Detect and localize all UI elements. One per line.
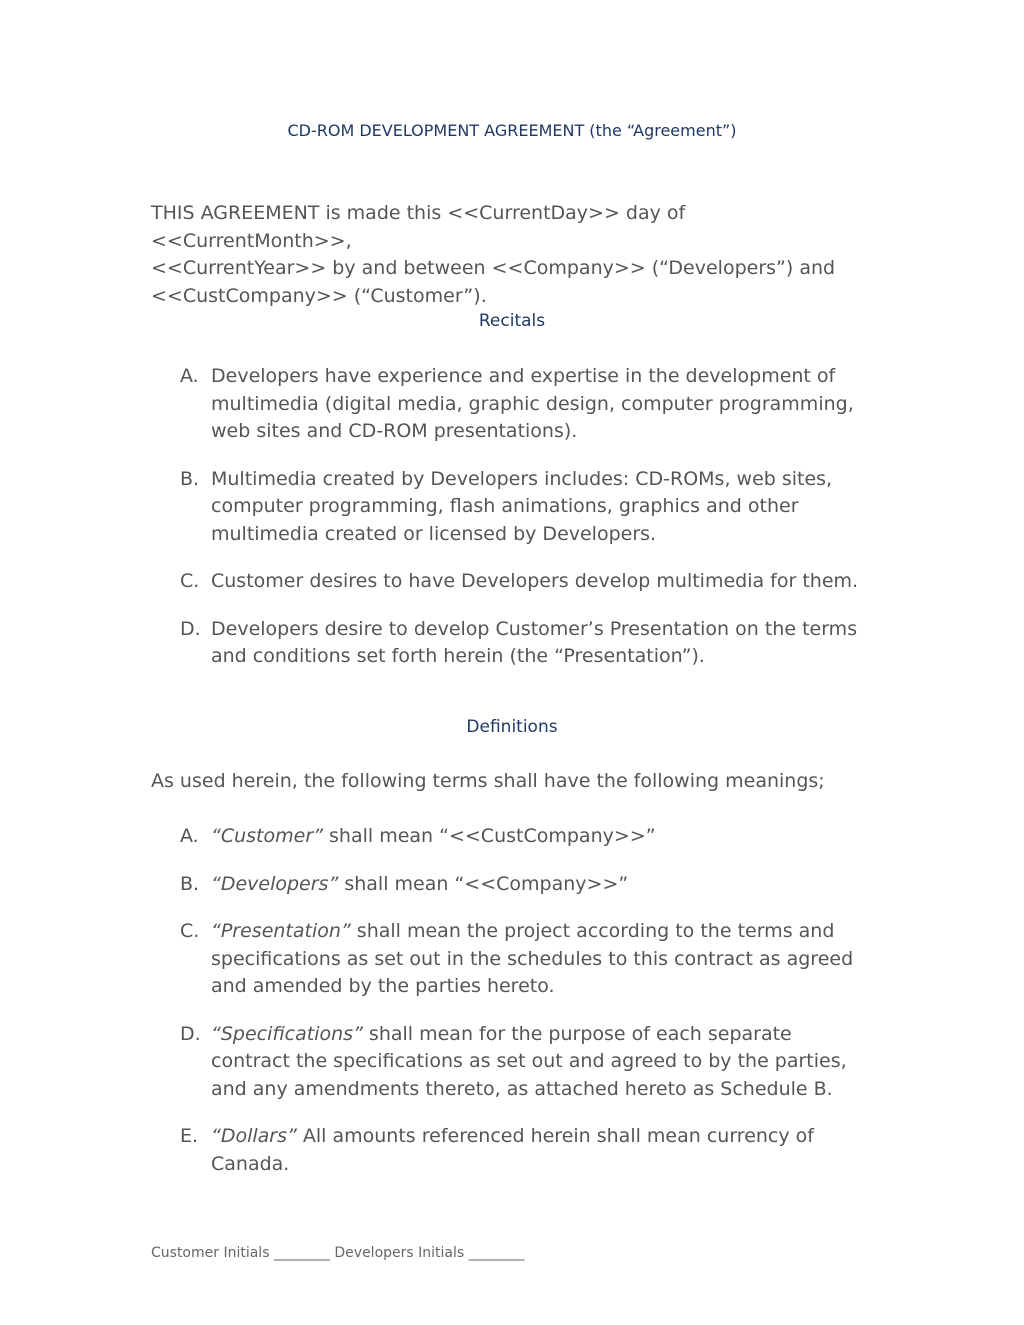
recital-text: Customer desires to have Developers develop multimedia for them. <box>211 570 859 592</box>
recitals-heading: Recitals <box>478 311 546 331</box>
recital-text: Multimedia created by Developers includes: CD-ROMs, web sites, computer programming, flash animations, graphics and other multimedia created or licensed by Developers. <box>211 467 833 545</box>
recital-marker: D. <box>180 617 201 640</box>
definitions-intro: As used herein, the following terms shall have the following meanings; <box>151 770 825 792</box>
definition-text: shall mean “<<Company>>” <box>338 872 629 895</box>
definition-item <box>151 823 871 851</box>
definition-text: shall mean the project according to the terms and specifications as set out in the schedules to this contract as agreed and amended by the parties hereto. <box>211 920 854 997</box>
definitions-list <box>151 823 871 1198</box>
document-title: CD-ROM DEVELOPMENT AGREEMENT (the “Agreement”) <box>287 121 737 140</box>
initials-footer: Customer Initials ________ Developers Initials ________ <box>151 1245 525 1261</box>
definition-text: shall mean for the purpose of each separate contract the specifications as set out and agreed to by the parties, and any amendments thereto, as attached hereto as Schedule B. <box>211 1022 847 1100</box>
definition-term: “Customer” <box>211 825 323 847</box>
recital-marker: B. <box>180 467 200 490</box>
intro-line-3: <<CustCompany>> (“Customer”). <box>151 284 487 307</box>
definition-item <box>151 918 871 1001</box>
definition-text: shall mean “<<CustCompany>>” <box>322 825 656 847</box>
intro-paragraph <box>151 200 871 310</box>
recital-item <box>151 616 871 671</box>
recital-item <box>151 466 871 549</box>
definitions-heading: Definitions <box>466 717 558 737</box>
recitals-list <box>151 363 871 691</box>
intro-line-2: <<CurrentYear>> by and between <<Company>> (“Developers”) and <box>151 257 836 279</box>
definition-marker: A. <box>180 825 199 847</box>
definition-marker: D. <box>180 1022 201 1045</box>
definition-marker: B. <box>180 872 200 895</box>
recital-marker: C. <box>180 570 200 592</box>
definition-term: “Dollars” <box>211 1125 297 1147</box>
definition-item <box>151 871 871 899</box>
definition-text: All amounts referenced herein shall mean currency of Canada. <box>211 1125 814 1175</box>
definition-marker: C. <box>180 920 200 942</box>
recital-text: Developers have experience and expertise in the development of multimedia (digital media, graphic design, computer programming, web sites and CD-ROM presentations). <box>211 365 854 442</box>
recital-text: Developers desire to develop Customer’s Presentation on the terms and conditions set forth herein (the “Presentation”). <box>211 617 858 667</box>
definition-term: “Specifications” <box>211 1022 363 1045</box>
recital-item <box>151 568 871 596</box>
intro-line-1: THIS AGREEMENT is made this <<CurrentDay>> day of <<CurrentMonth>>, <box>151 202 686 252</box>
recital-marker: A. <box>180 365 199 387</box>
definition-marker: E. <box>180 1125 199 1147</box>
definition-term: “Developers” <box>211 872 339 895</box>
definition-term: “Presentation” <box>211 920 351 942</box>
recital-item <box>151 363 871 446</box>
definition-item <box>151 1021 871 1104</box>
definition-item <box>151 1123 871 1178</box>
